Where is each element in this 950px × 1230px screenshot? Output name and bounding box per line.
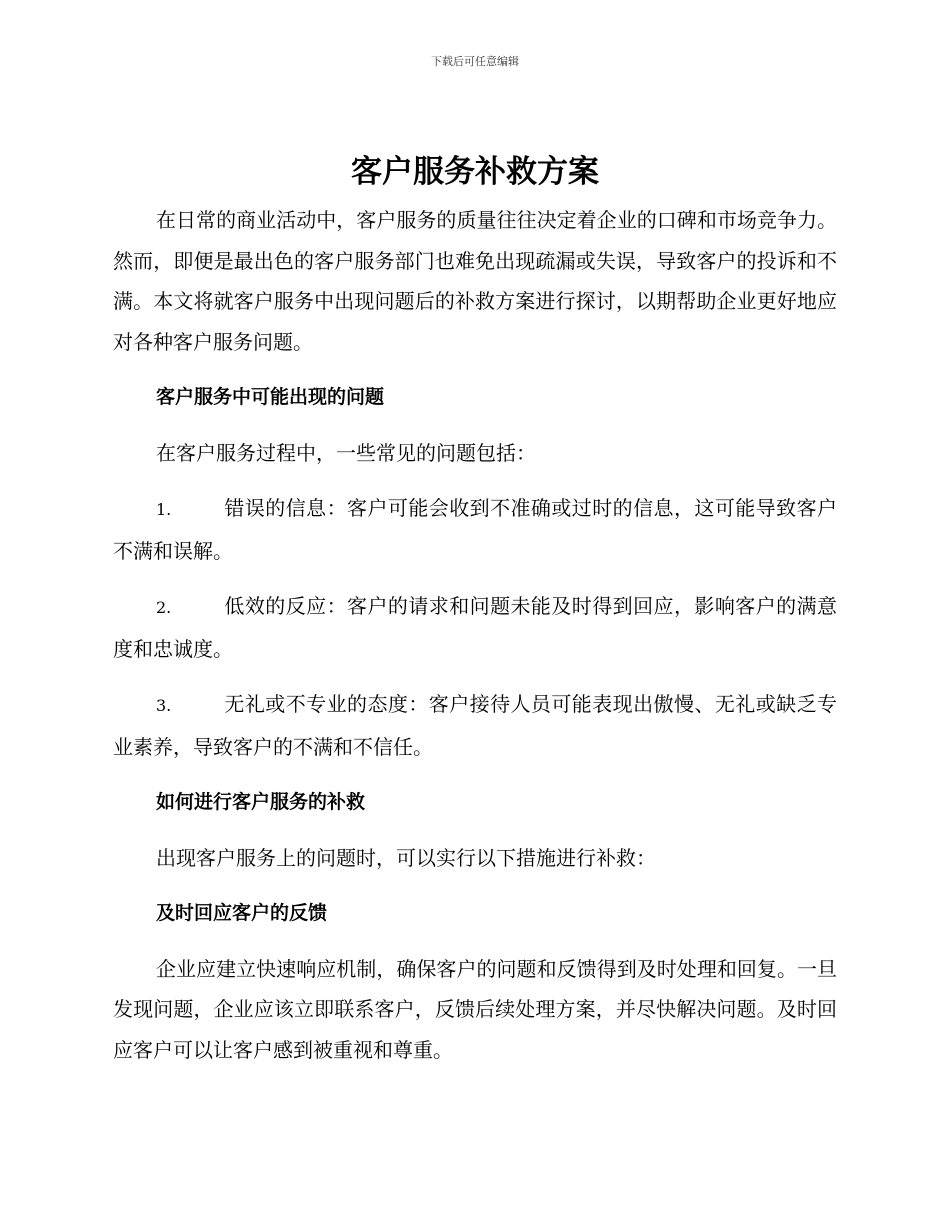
problems-lead-paragraph: 在客户服务过程中，一些常见的问题包括：	[156, 440, 536, 465]
document-body	[113, 200, 837, 1070]
document-title: 客户服务补救方案	[351, 154, 599, 190]
section-heading-remedy: 如何进行客户服务的补救	[156, 791, 366, 813]
remedy-lead-paragraph: 出现客户服务上的问题时，可以实行以下措施进行补救：	[156, 845, 656, 870]
list-item-text: 错误的信息：客户可能会收到不准确或过时的信息，这可能导致客户不满和误解。	[113, 496, 837, 563]
list-item	[113, 684, 837, 767]
list-item-number: 3.	[156, 696, 172, 715]
timely-response-paragraph: 企业应建立快速响应机制，确保客户的问题和反馈得到及时处理和回复。一旦发现问题，企业应该立即联系客户，反馈后续处理方案，并尽快解决问题。及时回应客户可以让客户感到被重视和尊重。	[113, 956, 837, 1062]
list-item-number: 2.	[156, 598, 172, 617]
section-heading-problems: 客户服务中可能出现的问题	[156, 386, 385, 408]
header-note: 下载后可任意编辑	[431, 55, 519, 68]
section-heading-timely-response: 及时回应客户的反馈	[156, 902, 328, 924]
list-item-text: 无礼或不专业的态度：客户接待人员可能表现出傲慢、无礼或缺乏专业素养，导致客户的不满和不信任。	[113, 692, 837, 759]
intro-paragraph: 在日常的商业活动中，客户服务的质量往往决定着企业的口碑和市场竞争力。然而，即便是最出色的客户服务部门也难免出现疏漏或失误，导致客户的投诉和不满。本文将就客户服务中出现问题后的补救方案进行探讨，以期帮助企业更好地应对各种客户服务问题。	[113, 208, 837, 354]
list-item-text: 低效的反应：客户的请求和问题未能及时得到回应，影响客户的满意度和忠诚度。	[113, 594, 837, 661]
list-item	[113, 488, 837, 571]
list-item-number: 1.	[156, 500, 172, 519]
list-item	[113, 586, 837, 669]
